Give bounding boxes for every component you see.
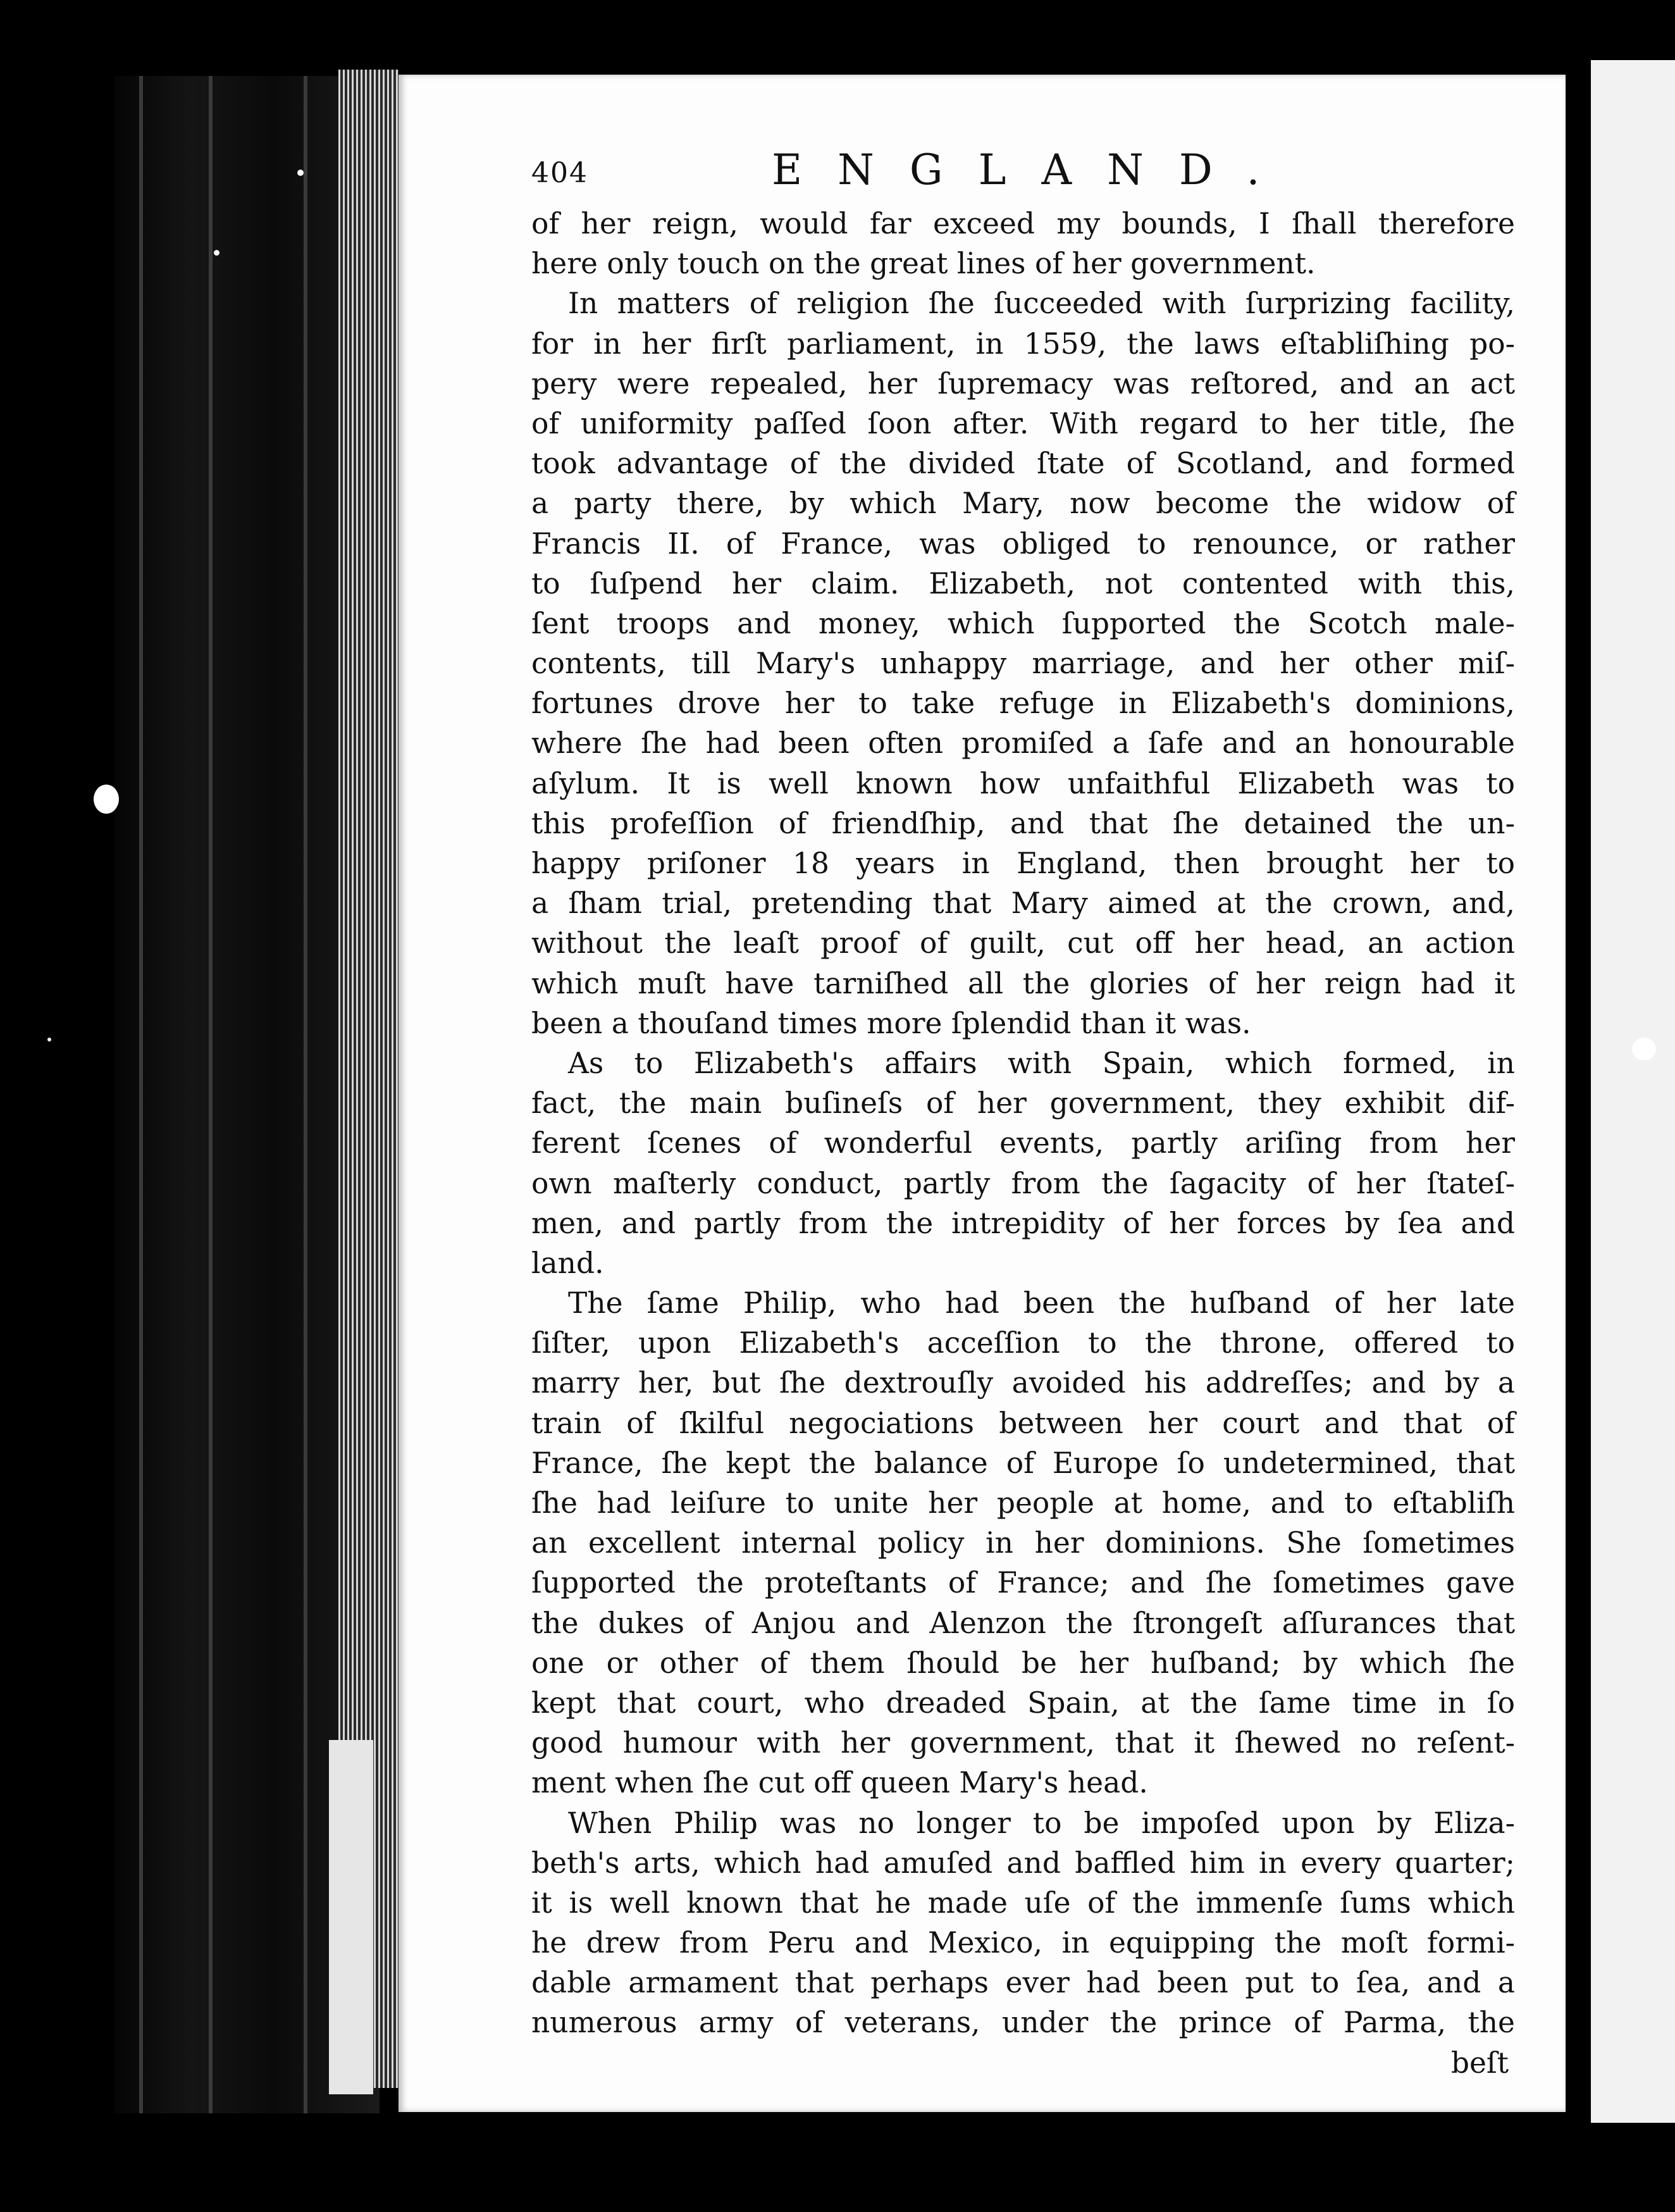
binding-light-patch [329,1740,373,2094]
text-line: which muſt have tarniſhed all the glories of her reign had it [531,966,1515,1000]
text-line: happy priſoner 18 years in England, then brought her to [531,847,1515,880]
text-line: ferent ſcenes of wonderful events, partly ariſing from her [531,1126,1515,1160]
binding-strip [139,76,143,2113]
text-line: ſent troops and money, which ſupported the Scotch male- [531,606,1515,640]
text-line: pery were repealed, her ſupremacy was reſtored, and an act [531,366,1515,401]
text-line: dable armament that perhaps ever had been put to ſea, and a [531,1966,1515,2000]
running-title: ENGLAND. [772,146,1295,194]
paragraph-start-line: The ſame Philip, who had been the huſband of her late [568,1286,1515,1320]
paragraph-start-line: When Philip was no longer to be impoſed upon by Eliza- [568,1806,1515,1840]
text-line: ſiſter, upon Elizabeth's acceſſion to the throne, offered to [531,1326,1515,1360]
text-line: one or other of them ſhould be her huſband; by which ſhe [531,1646,1515,1680]
text-line: ſhe had leiſure to unite her people at home, and to eſtabliſh [531,1486,1515,1520]
text-line: it is well known that he made uſe of the immenſe ſums which [531,1886,1515,1920]
text-line: good humour with her government, that it ſhewed no reſent- [531,1726,1515,1760]
text-line: a ſham trial, pretending that Mary aimed at the crown, and, [531,886,1515,921]
text-line: France, ſhe kept the balance of Europe ſo undetermined, that [531,1446,1515,1480]
paragraph-start-line: In matters of religion ſhe ſucceeded with ſurprizing facility, [568,287,1515,321]
text-line: Francis II. of France, was obliged to renounce, or rather [531,526,1515,561]
text-line: here only touch on the great lines of her government. [531,247,1316,281]
text-line: aſylum. It is well known how unfaithful Elizabeth was to [531,766,1515,800]
text-line: kept that court, who dreaded Spain, at the ſame time in ſo [531,1686,1515,1720]
binding-strip [304,76,307,2113]
text-line: marry her, but ſhe dextrouſly avoided his addreſſes; and by a [531,1366,1515,1400]
text-line: a party there, by which Mary, now become the widow of [531,487,1515,521]
facing-page-edge [1591,60,1675,2123]
text-line: fact, the main buſineſs of her government, they exhibit dif- [531,1086,1515,1121]
text-line: the dukes of Anjou and Alenzon the ſtrongeſt aſſurances that [531,1606,1515,1640]
text-line: numerous army of veterans, under the prince of Parma, the [531,2006,1515,2040]
binding-strip [209,76,213,2113]
text-line: where ſhe had been often promiſed a ſafe and an honourable [531,726,1515,761]
text-line: an excellent internal policy in her dominions. She ſometimes [531,1526,1515,1560]
text-line: ment when ſhe cut off queen Mary's head. [531,1766,1148,1800]
page-number: 404 [531,157,588,189]
text-line: took advantage of the divided ſtate of Scotland, and formed [531,447,1515,481]
text-line: this profeſſion of friendſhip, and that ſhe detained the un- [531,806,1515,840]
text-line: men, and partly from the intrepidity of her forces by ſea and [531,1206,1515,1240]
page-text [531,146,1515,2083]
dust-speck [94,785,119,814]
dust-speck [1632,1038,1656,1060]
text-line: fortunes drove her to take refuge in Elizabeth's dominions, [531,687,1515,721]
text-line: own maſterly conduct, partly from the ſagacity of her ſtateſ- [531,1166,1515,1200]
dust-speck [214,250,219,256]
running-head [531,146,1515,204]
text-line: land. [531,1246,604,1280]
text-line: ſupported the proteſtants of France; and ſhe ſometimes gave [531,1566,1515,1600]
catchword: beſt [1450,2046,1509,2080]
paragraph-start-line: As to Elizabeth's affairs with Spain, which formed, in [568,1046,1515,1080]
text-line: been a thouſand times more ſplendid than it was. [531,1006,1251,1040]
text-line: contents, till Mary's unhappy marriage, and her other miſ- [531,647,1515,681]
dust-speck [297,170,304,176]
right-gutter [1566,60,1591,2123]
text-line: without the leaſt proof of guilt, cut off her head, an action [531,926,1515,960]
text-line: beth's arts, which had amuſed and baffled him in every quarter; [531,1846,1515,1880]
text-line: train of ſkilful negociations between her court and that of [531,1406,1515,1440]
text-line: he drew from Peru and Mexico, in equipping the moſt formi- [531,1926,1515,1960]
dust-speck [47,1038,51,1041]
text-line: to ſuſpend her claim. Elizabeth, not contented with this, [531,566,1515,600]
text-line: of her reign, would far exceed my bounds, I ſhall therefore [531,207,1515,240]
text-line: for in her firſt parliament, in 1559, the laws eſtabliſhing po- [531,326,1515,361]
text-line: of uniformity paſſed ſoon after. With regard to her title, ſhe [531,406,1515,440]
